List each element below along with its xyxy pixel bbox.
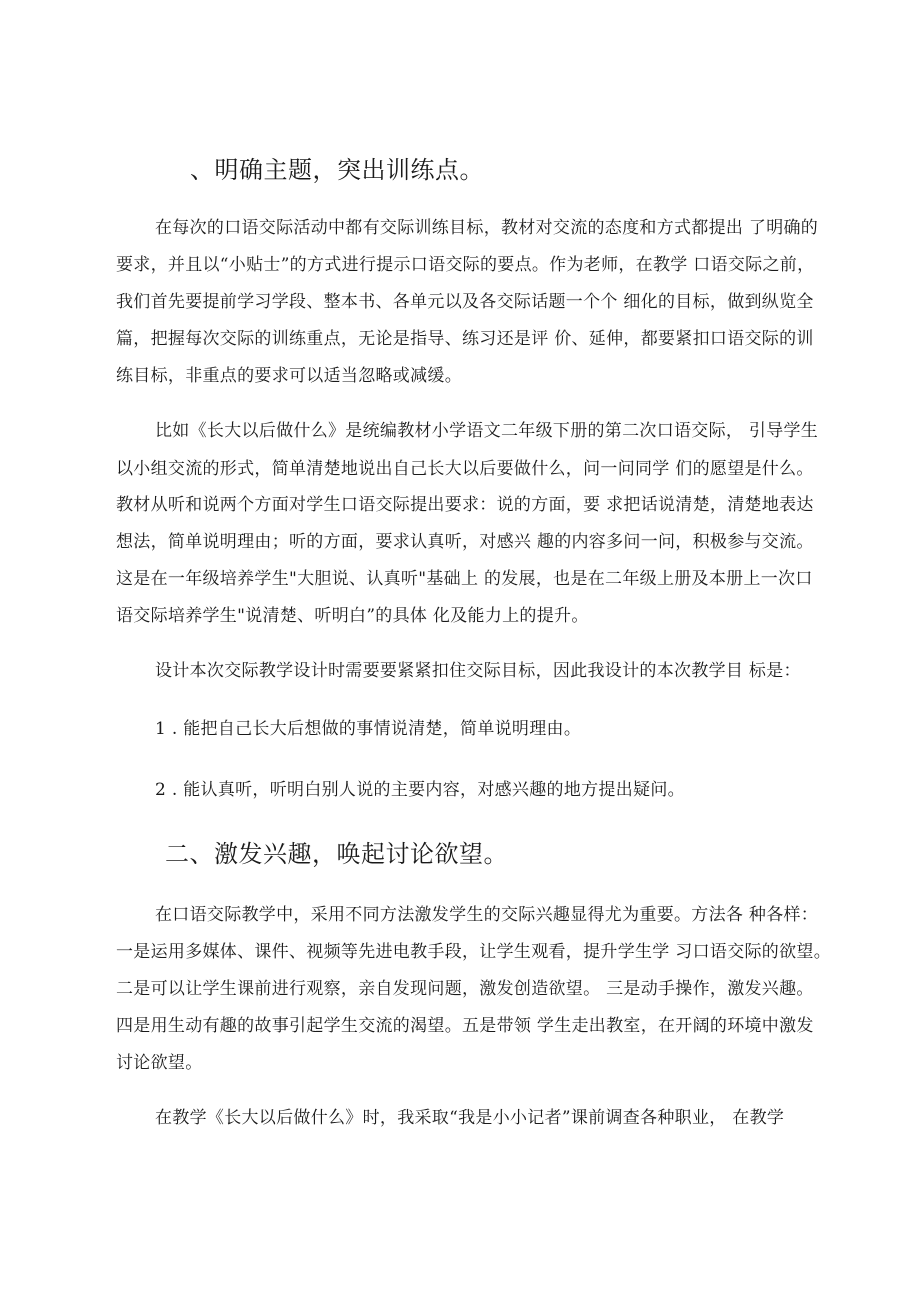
section-1-paragraph-3: 设计本次交际教学设计时需要要紧紧扣住交际目标，因此我设计的本次教学目 标是： [155, 661, 801, 681]
paragraph-line: 比如《长大以后做什么》是统编教材小学语文二年级下册的第二次口语交际， 引导学生 [155, 421, 819, 441]
paragraph-line: 语交际培养学生"说清楚、听明白”的具体 化及能力上的提升。 [116, 606, 589, 626]
paragraph-line: 我们首先要提前学习学段、整本书、各单元以及各交际话题一个个 细化的目标，做到纵览全 [116, 292, 814, 312]
teaching-goal-2: 2 . 能认真听，听明白别人说的主要内容，对感兴趣的地方提出疑问。 [155, 780, 685, 800]
section-2-heading: 二、激发兴趣，唤起讨论欲望。 [165, 840, 508, 868]
section-2-paragraph-2: 在教学《长大以后做什么》时，我采取“我是小小记者”课前调查各种职业， 在教学 [155, 1108, 785, 1128]
paragraph-line: 讨论欲望。 [116, 1053, 203, 1073]
paragraph-line: 要求，并且以“小贴士”的方式进行提示口语交际的要点。作为老师，在教学 口语交际之前， [116, 255, 815, 275]
paragraph-line: 以小组交流的形式，简单清楚地说出自己长大以后要做什么，问一问同学 们的愿望是什么。 [116, 459, 814, 479]
paragraph-line: 练目标，非重点的要求可以适当忽略或减缓。 [116, 366, 462, 386]
paragraph-line: 四是用生动有趣的故事引起学生交流的渴望。五是带领 学生走出教室，在开阔的环境中激发 [116, 1016, 814, 1036]
teaching-goal-1: 1 . 能把自己长大后想做的事情说清楚，简单说明理由。 [155, 719, 582, 739]
paragraph-line: 一是运用多媒体、课件、视频等先进电教手段，让学生观看，提升学生学 习口语交际的欲望。 [116, 942, 832, 962]
paragraph-line: 教材从听和说两个方面对学生口语交际提出要求：说的方面，要 求把话说清楚，清楚地表达 [116, 495, 814, 515]
paragraph-line: 在口语交际教学中，采用不同方法激发学生的交际兴趣显得尤为重要。方法各 种各样： [155, 905, 819, 925]
paragraph-line: 篇，把握每次交际的训练重点，无论是指导、练习还是评 价、延伸，都要紧扣口语交际的训 [116, 329, 814, 349]
paragraph-line: 这是在一年级培养学生"大胆说、认真听"基础上 的发展，也是在二年级上册及本册上一次口 [116, 569, 813, 589]
paragraph-line: 想法，简单说明理由；听的方面，要求认真听，对感兴 趣的内容多问一问，积极参与交流。 [116, 532, 814, 552]
section-1-heading: 、明确主题，突出训练点。 [190, 156, 484, 184]
paragraph-line: 二是可以让学生课前进行观察，亲自发现问题，激发创造欲望。 三是动手操作，激发兴趣。 [116, 979, 814, 999]
paragraph-line: 在每次的口语交际活动中都有交际训练目标，教材对交流的态度和方式都提出 了明确的 [155, 218, 819, 238]
